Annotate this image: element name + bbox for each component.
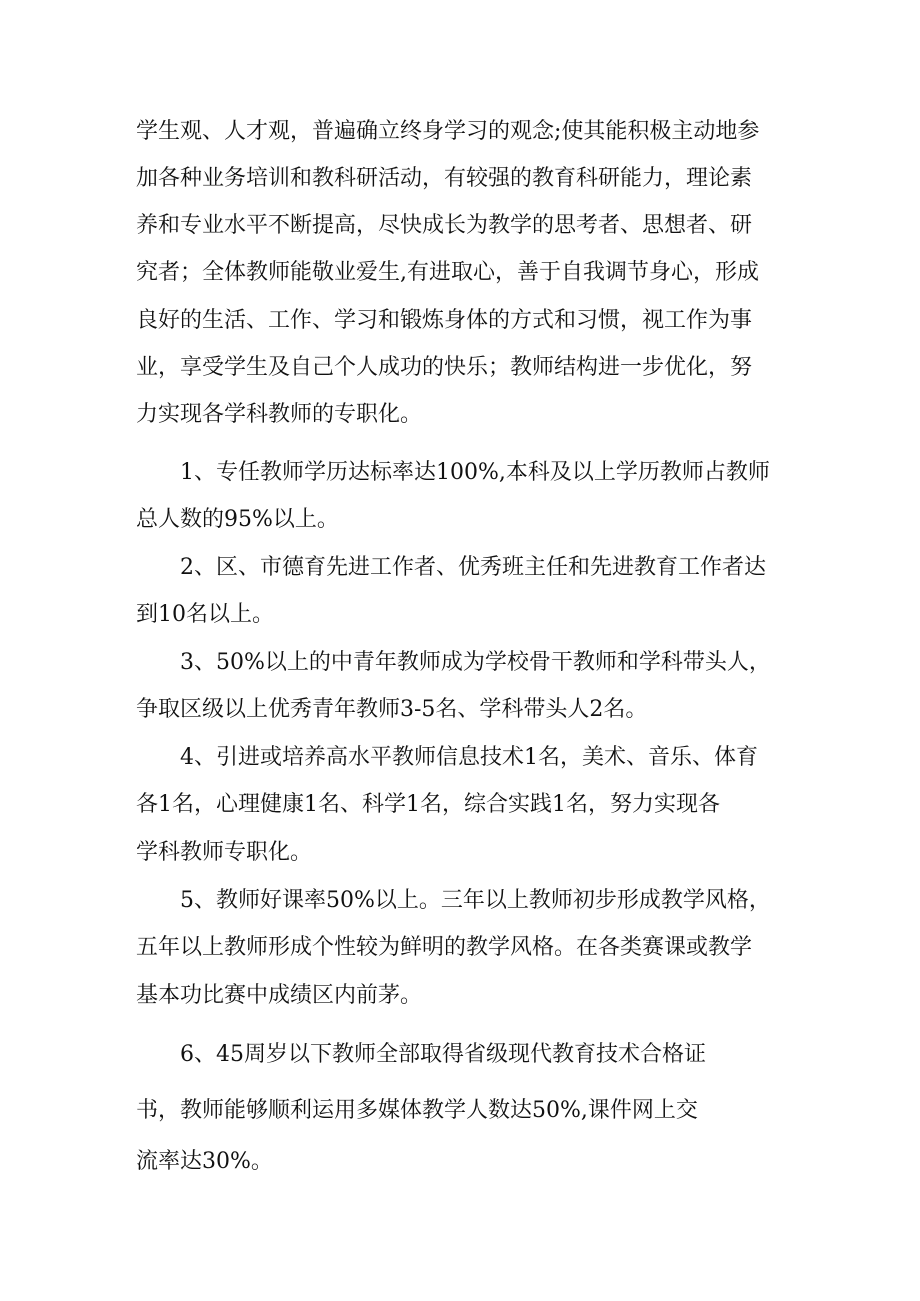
text-line: 学生观、人才观，普遍确立终身学习的观念;使其能积极主动地参 (136, 119, 760, 144)
text-line: 1、专任教师学历达标率达100%,本科及以上学历教师占教师 (180, 460, 770, 485)
text-line: 到10名以上。 (136, 602, 274, 627)
text-line: 3、50%以上的中青年教师成为学校骨干教师和学科带头人， (180, 650, 771, 675)
text-line: 基本功比赛中成绩区内前茅。 (136, 983, 423, 1008)
text-line: 6、45周岁以下教师全部取得省级现代教育技术合格证 (180, 1042, 706, 1067)
text-line: 流率达30%。 (136, 1149, 273, 1174)
text-line: 究者；全体教师能敬业爱生,有进取心，善于自我调节身心，形成 (136, 260, 759, 285)
text-line: 2、区、市德育先进工作者、优秀班主任和先进教育工作者达 (180, 555, 766, 580)
text-line: 加各种业务培训和教科研活动，有较强的教育科研能力，理论素 (136, 166, 753, 191)
text-line: 总人数的95%以上。 (136, 507, 339, 532)
text-line: 五年以上教师形成个性较为鲜明的教学风格。在各类赛课或教学 (136, 935, 753, 960)
text-line: 各1名，心理健康1名、科学1名，综合实践1名，努力实现各 (136, 792, 720, 817)
text-line: 4、引进或培养高水平教师信息技术1名，美术、音乐、体育 (180, 745, 758, 770)
text-line: 养和专业水平不断提高，尽快成长为教学的思考者、思想者、研 (136, 213, 753, 238)
text-line: 学科教师专职化。 (136, 840, 313, 865)
text-line: 业，享受学生及自己个人成功的快乐；教师结构进一步优化，努 (136, 355, 753, 380)
text-line: 书，教师能够顺利运用多媒体教学人数达50%,课件网上交 (136, 1098, 698, 1123)
text-line: 良好的生活、工作、学习和锻炼身体的方式和习惯，视工作为事 (136, 308, 753, 333)
text-line: 争取区级以上优秀青年教师3-5名、学科带头人2名。 (136, 697, 648, 722)
text-line: 力实现各学科教师的专职化。 (136, 402, 423, 427)
text-line: 5、教师好课率50%以上。三年以上教师初步形成教学风格， (180, 888, 771, 913)
